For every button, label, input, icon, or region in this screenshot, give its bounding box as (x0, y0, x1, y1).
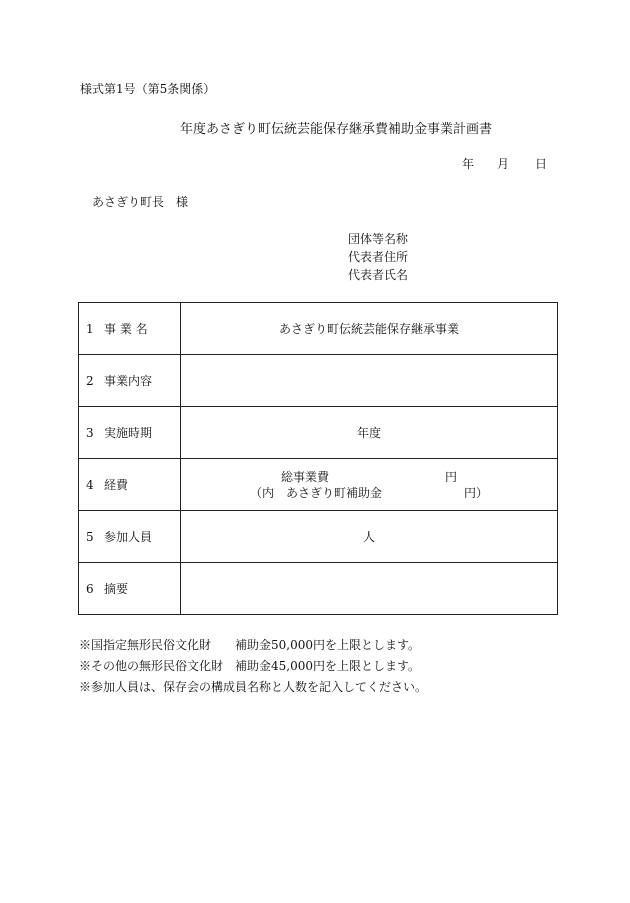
subsidy-line (181, 485, 557, 501)
row-number: 2 (86, 374, 94, 388)
table-row (79, 303, 558, 355)
remarks-value (181, 563, 558, 615)
date-day-label: 日 (535, 157, 548, 171)
expenses-value (181, 459, 558, 511)
row-number: 1 (86, 322, 94, 336)
period-value: 年度 (181, 407, 558, 459)
participants-value: 人 (181, 511, 558, 563)
note: ※その他の無形民俗文化財 補助金45,000円を上限とします。 (79, 659, 421, 673)
table-row (79, 511, 558, 563)
date-month-label: 月 (497, 157, 510, 171)
row-number: 6 (86, 582, 94, 596)
row-label-text: 事業内容 (104, 374, 153, 388)
row-label-expenses (79, 459, 181, 511)
note: ※国指定無形民俗文化財 補助金50,000円を上限とします。 (79, 638, 421, 652)
table-row (79, 355, 558, 407)
table-row (79, 459, 558, 511)
applicant-name-label: 代表者氏名 (348, 268, 409, 282)
total-cost-line (181, 469, 557, 485)
row-number: 3 (86, 426, 94, 440)
row-label-period (79, 407, 181, 459)
row-label-project-name (79, 303, 181, 355)
table-row (79, 407, 558, 459)
date-year-label: 年 (462, 157, 475, 171)
subsidy-unit: 円） (464, 485, 489, 500)
total-cost-unit: 円 (445, 469, 458, 484)
project-content-value (181, 355, 558, 407)
document-title: 年度あさぎり町伝統芸能保存継承費補助金事業計画書 (179, 122, 492, 137)
row-label-participants (79, 511, 181, 563)
row-label-text: 経費 (104, 478, 129, 492)
subsidy-label: （内 あさぎり町補助金 (249, 485, 382, 500)
row-label-text: 摘要 (104, 582, 129, 596)
applicant-org-label: 団体等名称 (348, 232, 409, 246)
note: ※参加人員は、保存会の構成員名称と人数を記入してください。 (79, 680, 428, 694)
table-row (79, 563, 558, 615)
project-name-value: あさぎり町伝統芸能保存継承事業 (181, 303, 558, 355)
total-cost-label: 総事業費 (280, 469, 329, 484)
plan-table (78, 302, 558, 615)
row-label-remarks (79, 563, 181, 615)
form-number: 様式第1号（第5条関係） (80, 82, 216, 96)
addressee: あさぎり町長 様 (92, 195, 189, 209)
row-label-text: 事 業 名 (104, 322, 148, 336)
row-number: 4 (86, 478, 94, 492)
row-label-text: 実施時期 (104, 426, 153, 440)
row-label-project-content (79, 355, 181, 407)
applicant-address-label: 代表者住所 (348, 250, 409, 264)
row-label-text: 参加人員 (104, 530, 153, 544)
row-number: 5 (86, 530, 94, 544)
